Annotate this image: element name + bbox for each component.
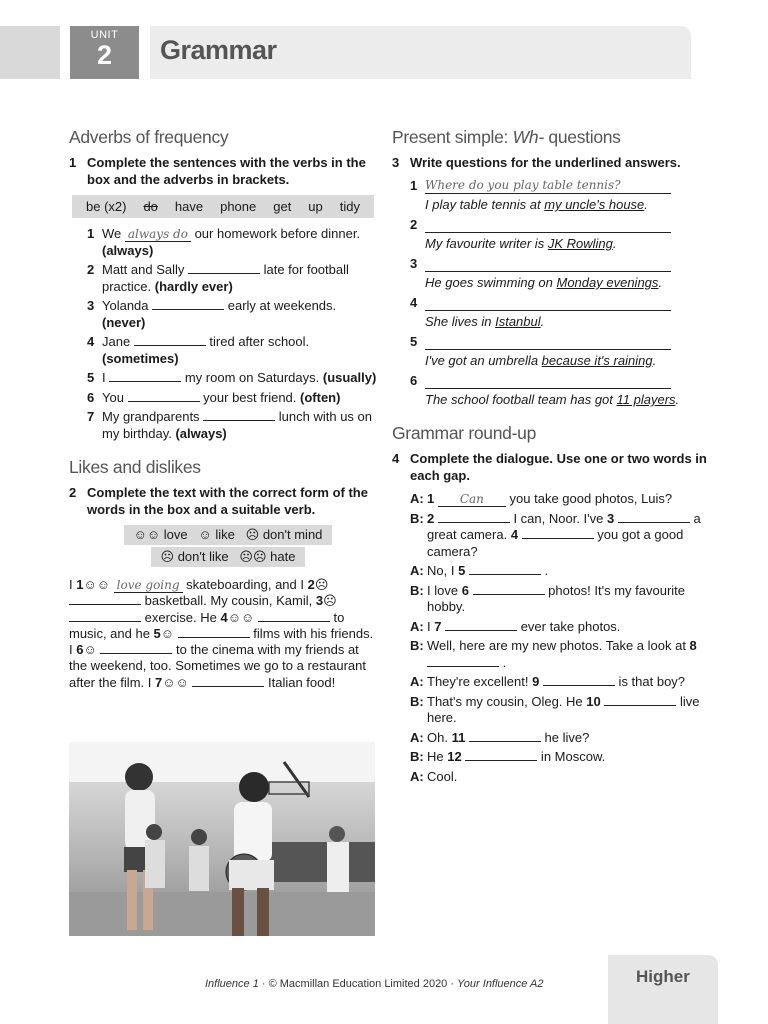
- speaker: A:: [410, 618, 424, 634]
- speaker: B:: [410, 749, 424, 764]
- exercise-2-instruction: 2 Complete the text with the correct form of the words in the box and a suitable verb.: [69, 485, 368, 517]
- dialogue-line: [392, 619, 712, 636]
- exercise-1-items: [69, 226, 379, 442]
- list-item: [69, 226, 379, 259]
- dialogue-text: Cool.: [427, 768, 458, 784]
- item-number: 5: [410, 334, 418, 349]
- answer-text: I play table tennis at my uncle's house.: [425, 197, 648, 212]
- item-text: We always do our homework before dinner. (always): [102, 226, 361, 258]
- item-number: 3: [410, 256, 418, 271]
- list-item: [392, 256, 712, 291]
- gap-number: 5: [458, 563, 469, 578]
- dialogue-text: That's my cousin, Oleg. He 10 live here.: [427, 693, 700, 725]
- answer-text: She lives in Istanbul.: [425, 314, 545, 329]
- section-title-wh-questions: Present simple: Wh- questions: [392, 127, 621, 147]
- list-item: [392, 295, 712, 330]
- gap[interactable]: [134, 334, 206, 346]
- dialogue-line: [392, 674, 712, 691]
- question-line[interactable]: [425, 256, 671, 272]
- speaker: A:: [410, 491, 424, 506]
- item-number: 6: [87, 389, 95, 405]
- gap-number: 2: [427, 510, 438, 526]
- gap[interactable]: [69, 610, 141, 622]
- list-item: [69, 262, 379, 295]
- list-item: [392, 334, 712, 369]
- gap-number: 7: [434, 618, 446, 634]
- left-column: [69, 126, 379, 691]
- emotion-box-row-2: ☹ don't like ☹☹ hate: [141, 547, 315, 567]
- item-number: 5: [87, 370, 95, 385]
- answer-text: I've got an umbrella because it's raining.: [425, 353, 657, 368]
- dialogue-text: Well, here are my new photos. Take a look at 8 .: [427, 638, 697, 670]
- copyright: Influence 1 · © Macmillan Education Limited 2020 · Your Influence A2: [205, 978, 544, 990]
- unit-badge: [70, 26, 139, 79]
- dialogue-line: [392, 563, 712, 580]
- gap[interactable]: [100, 642, 172, 654]
- header-side-block: [0, 26, 60, 79]
- gap-number: 11: [451, 729, 469, 745]
- dialogue-text: They're excellent! 9 is that boy?: [427, 674, 686, 689]
- speaker: B:: [410, 510, 424, 526]
- answer-text: The school football team has got 11 players.: [425, 392, 680, 407]
- word-box-item: be (x2): [86, 199, 127, 214]
- gap[interactable]: [178, 626, 250, 638]
- adverb-hint: (always): [102, 242, 154, 258]
- exercise-2-text: I 1☺☺ love going skateboarding, and I 2☹ basketball. My cousin, Kamil, 3☹ exercise. He 4☺☺ to music, and he 5☺ films with his friends. I 6☺ to the cinema with my friends at the weekend, too. Sometimes we go to a restaurant after the film. I 7☺☺ Italian food!: [69, 577, 374, 690]
- dialogue-text: 1 Can you take good photos, Luis?: [427, 491, 673, 506]
- speaker: B:: [410, 638, 424, 653]
- level-label: Higher: [636, 967, 690, 986]
- gap[interactable]: [109, 370, 181, 382]
- list-item: [69, 298, 379, 331]
- word-box-item: phone: [220, 199, 257, 214]
- dialogue-line: [392, 749, 712, 766]
- word-box-item: get: [273, 199, 292, 214]
- right-column: [392, 126, 712, 788]
- answer-text: My favourite writer is JK Rowling.: [425, 236, 617, 251]
- gap[interactable]: [427, 655, 499, 667]
- item-number: 7: [87, 409, 95, 424]
- gap[interactable]: [465, 749, 537, 761]
- gap-number: 6: [461, 582, 473, 598]
- exercise-4-dialogue: [392, 491, 712, 785]
- word-box-item: have: [174, 199, 204, 214]
- question-line[interactable]: Where do you play table tennis?: [425, 178, 671, 194]
- dialogue-text: I 7 ever take photos.: [427, 618, 621, 634]
- gap[interactable]: [203, 409, 275, 421]
- dialogue-text: Oh. 11 he live?: [427, 729, 590, 745]
- list-item: [392, 217, 712, 252]
- item-number: 2: [87, 262, 95, 277]
- speaker: A:: [410, 729, 424, 745]
- example-answer: always do: [125, 227, 191, 242]
- section-title-adverbs: Adverbs of frequency: [69, 127, 229, 147]
- word-box-item: tidy: [339, 199, 360, 214]
- dialogue-text: I love 6 photos! It's my favourite hobby.: [427, 582, 686, 614]
- question-line[interactable]: [425, 334, 671, 350]
- basketball-photo: [69, 742, 375, 936]
- list-item: [392, 178, 712, 213]
- item-number: 6: [410, 373, 418, 388]
- level-tab: [608, 955, 718, 1024]
- item-text: I my room on Saturdays. (usually): [102, 370, 377, 385]
- item-number: 2: [410, 217, 418, 232]
- gap[interactable]: [618, 511, 690, 523]
- item-text: Yolanda early at weekends. (never): [102, 298, 337, 330]
- item-text: You your best friend. (often): [102, 389, 341, 405]
- speaker: B:: [410, 582, 424, 598]
- gap[interactable]: [522, 527, 594, 539]
- word-box: [72, 195, 374, 218]
- adverb-hint: (usually): [322, 370, 377, 385]
- dialogue-line: [392, 511, 712, 561]
- speaker: B:: [410, 693, 424, 709]
- question-line[interactable]: [425, 295, 671, 311]
- example-answer: Can: [438, 492, 506, 507]
- basketball-players-image: [69, 742, 375, 936]
- list-item: [69, 390, 379, 407]
- dialogue-line: [392, 694, 712, 727]
- item-text: My grandparents lunch with us on my birthday. (always): [102, 409, 373, 441]
- adverb-hint: (always): [175, 425, 227, 441]
- dialogue-text: He 12 in Moscow.: [427, 749, 606, 764]
- item-number: 4: [87, 334, 95, 349]
- gap-number: 3: [606, 510, 618, 526]
- gap[interactable]: [604, 694, 676, 706]
- item-text: Jane tired after school. (sometimes): [102, 334, 310, 366]
- gap[interactable]: [543, 674, 615, 686]
- item-number: 1: [410, 178, 418, 193]
- dialogue-line: [392, 491, 712, 508]
- example-answer: love going: [114, 578, 183, 593]
- word-box-item: do: [143, 199, 158, 214]
- question-line[interactable]: [425, 373, 671, 389]
- gap-number: 9: [532, 674, 543, 689]
- list-item: [392, 373, 712, 408]
- gap[interactable]: [258, 610, 330, 622]
- gap-number: 12: [447, 749, 466, 764]
- list-item: [69, 370, 379, 387]
- page-title: Grammar: [160, 35, 277, 65]
- gap-number: 4: [510, 527, 522, 542]
- gap[interactable]: [192, 675, 264, 687]
- gap-number: 8: [689, 638, 697, 653]
- emotion-box-row-1: ☺☺ love ☺ like ☹ don't mind: [109, 525, 347, 545]
- gap[interactable]: [69, 593, 141, 605]
- question-line[interactable]: [425, 217, 671, 233]
- dialogue-line: [392, 769, 712, 786]
- dialogue-line: [392, 583, 712, 616]
- gap-number: 10: [586, 693, 605, 709]
- dialogue-text: 2 I can, Noor. I've 3 a great camera. 4 you got a good camera?: [427, 510, 701, 559]
- unit-number: 2: [96, 40, 113, 70]
- gap-number: 1: [427, 491, 438, 506]
- adverb-hint: (never): [102, 314, 146, 330]
- exercise-3-items: [392, 178, 712, 408]
- title-bar: [150, 26, 691, 79]
- gap[interactable]: [188, 262, 260, 274]
- section-title-round-up: Grammar round-up: [392, 423, 537, 443]
- item-number: 1: [87, 226, 95, 241]
- gap[interactable]: [152, 298, 224, 310]
- item-number: 3: [87, 298, 95, 313]
- unit-label: UNIT: [90, 29, 119, 41]
- exercise-4-instruction: 4 Complete the dialogue. Use one or two words in each gap.: [392, 451, 707, 483]
- adverb-hint: (often): [300, 389, 341, 405]
- word-box-item: up: [308, 199, 323, 214]
- item-text: Matt and Sally late for football practice. (hardly ever): [102, 262, 349, 294]
- dialogue-line: [392, 730, 712, 747]
- gap[interactable]: [128, 390, 200, 402]
- list-item: [69, 334, 379, 367]
- answer-text: He goes swimming on Monday evenings.: [425, 275, 663, 290]
- gap[interactable]: [445, 619, 517, 631]
- exercise-1-instruction: 1 Complete the sentences with the verbs in the box and the adverbs in brackets.: [69, 155, 366, 187]
- speaker: A:: [410, 563, 424, 578]
- exercise-3-instruction: 3 Write questions for the underlined answers.: [392, 155, 681, 170]
- adverb-hint: (hardly ever): [154, 278, 233, 294]
- dialogue-text: No, I 5 .: [427, 563, 549, 578]
- gap[interactable]: [438, 511, 510, 523]
- speaker: A:: [410, 674, 424, 689]
- speaker: A:: [410, 768, 424, 784]
- section-title-likes: Likes and dislikes: [69, 457, 201, 477]
- item-number: 4: [410, 295, 418, 310]
- gap[interactable]: [473, 583, 545, 595]
- list-item: [69, 409, 379, 442]
- gap[interactable]: [469, 563, 541, 575]
- adverb-hint: (sometimes): [102, 350, 179, 366]
- gap[interactable]: [469, 730, 541, 742]
- dialogue-line: [392, 638, 712, 671]
